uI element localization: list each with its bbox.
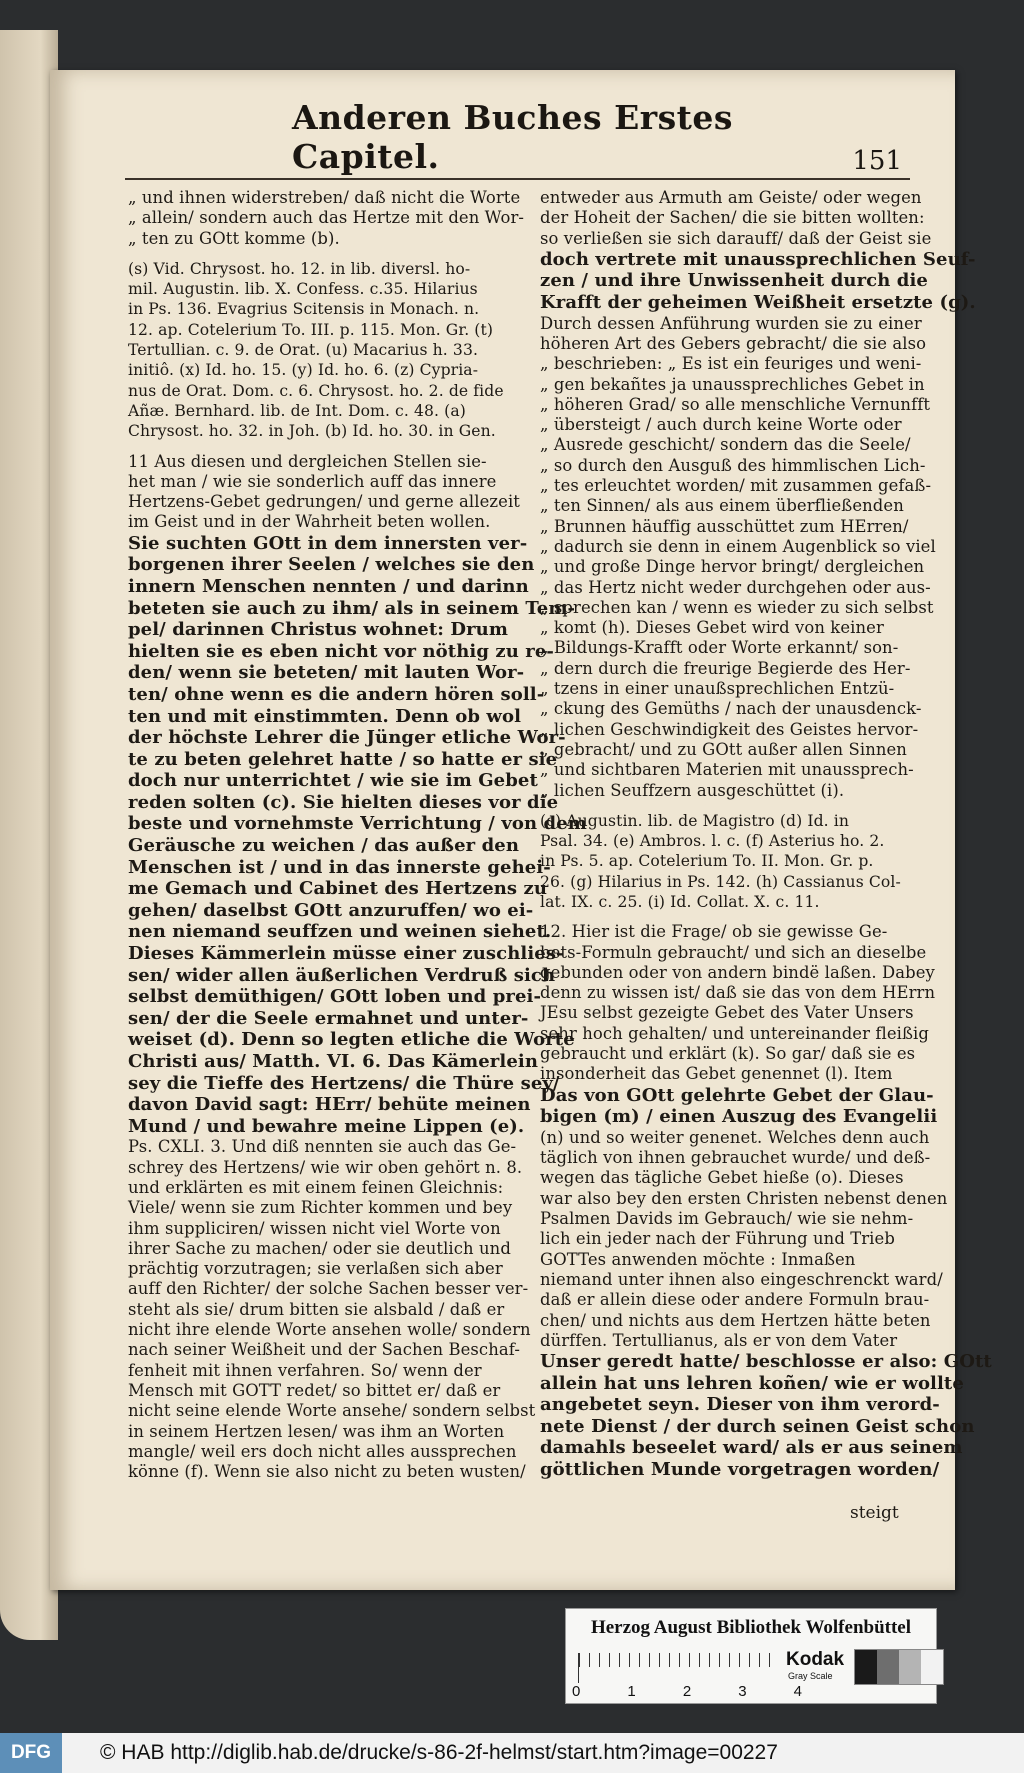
text-line: hielten sie es eben nicht vor nöthig zu re- (128, 640, 554, 662)
text-line: Christi aus/ Matth. VI. 6. Das Kämerlein (128, 1051, 539, 1072)
text-line: gehen/ daselbst GOtt anzuruffen/ wo ei- (128, 899, 534, 921)
text-line: Chrysost. ho. 32. in Joh. (b) Id. ho. 30. in Gen. (128, 422, 496, 441)
kodak-logo: Kodak (786, 1649, 845, 1670)
ruler-number: 0 (572, 1683, 581, 1700)
gray-swatch (921, 1650, 943, 1684)
text-line: „ so durch den Ausguß des himmlischen Lich- (540, 455, 926, 475)
text-line: damahls beseelet ward/ als er aus seinem (540, 1437, 963, 1459)
text-line: „ tes erleuchtet worden/ mit zusammen gefaß- (540, 476, 932, 496)
text-line: „ dadurch sie denn in einem Augenblick so viel (540, 536, 936, 556)
text-line: „ ten Sinnen/ als aus einem überfließenden (540, 496, 904, 516)
text-line: (c) Augustin. lib. de Magistro (d) Id. in (540, 811, 850, 830)
text-line: (n) und so weiter genenet. Welches denn auch (540, 1127, 930, 1147)
library-color-label (565, 1608, 937, 1704)
text-line: Krafft der geheimen Weißheit ersetzte (g). (540, 292, 976, 314)
text-line: sen/ wider allen äußerlichen Verdruß sich (128, 964, 556, 986)
text-line: nach seiner Weißheit und der Sachen Beschaf- (128, 1340, 520, 1360)
text-line: Unser geredt hatte/ beschlosse er also: GOtt (540, 1351, 992, 1373)
ruler-number: 3 (738, 1683, 747, 1700)
text-line: bigen (m) / einen Auszug des Evangelii (540, 1106, 938, 1128)
text-line: gebraucht und erklärt (k). So gar/ daß sie es (540, 1044, 916, 1064)
text-line: täglich von ihnen gebrauchet wurde/ und deß- (540, 1148, 931, 1168)
text-line: in Ps. 5. ap. Cotelerium To. II. Mon. Gr. p. (540, 852, 874, 871)
text-line: Ps. CXLI. 3. Und diß nennten sie auch das Ge- (128, 1137, 517, 1157)
text-line: denn zu wissen ist/ daß sie das von dem HErrn (540, 983, 936, 1003)
catchword: steigt (850, 1503, 899, 1523)
text-line: „ und sichtbaren Materien mit unaussprech- (540, 760, 914, 780)
text-line: „ das Hertz nicht weder durchgehen oder aus- (540, 577, 931, 597)
text-line: 12. Hier ist die Frage/ ob sie gewisse Ge- (540, 922, 888, 942)
text-line: ihrer Sache zu machen/ oder sie deutlich und (128, 1238, 511, 1258)
text-line: weiset (d). Denn so legten etliche die Worte (128, 1029, 575, 1051)
right-text-column (540, 188, 992, 1481)
text-line: höheren Art des Gebers gebracht/ die sie also (540, 333, 927, 353)
text-line: „ übersteigt / auch durch keine Worte oder (540, 415, 902, 435)
source-credit[interactable]: © HAB http://diglib.hab.de/drucke/s-86-2f-helmst/start.htm?image=00227 (100, 1741, 778, 1764)
text-line: ihm suppliciren/ wissen nicht viel Worte von (128, 1218, 501, 1238)
text-line: „ tzens in einer unaußsprechlichen Entzü- (540, 679, 895, 699)
text-line: 11 Aus diesen und dergleichen Stellen sie- (128, 451, 487, 471)
text-line: „ und ihnen widerstreben/ daß nicht die Worte (128, 188, 521, 207)
library-name: Herzog August Bibliothek Wolfenbüttel (590, 1617, 912, 1638)
text-line: der höchste Lehrer die Jünger etliche Wor- (128, 727, 566, 749)
text-line: wegen das tägliche Gebet hieße (o). Dieses (540, 1168, 904, 1188)
text-line: insonderheit das Gebet genennet (l). Item (540, 1064, 893, 1084)
text-line: steht als sie/ drum bitten sie alsbald / daß er (128, 1299, 505, 1319)
text-line: Hertzens-Gebet gedrungen/ und gerne allezeit (128, 492, 520, 512)
header-rule (125, 178, 910, 180)
footer-bar (0, 1733, 1024, 1773)
text-line: ten und mit einstimmten. Denn ob wol (128, 705, 522, 727)
text-line: war also bey den ersten Christen nebenst denen (540, 1188, 948, 1208)
text-line: Añæ. Bernhard. lib. de Int. Dom. c. 48. (a) (128, 401, 466, 420)
text-line: beste und vornehmste Verrichtung / von dem (128, 813, 587, 835)
text-line: dürffen. Tertullianus, als er von dem Vater (540, 1330, 898, 1350)
text-line: göttlichen Munde vorgetragen worden/ (540, 1459, 940, 1481)
text-line: in seinem Hertzen lesen/ was ihm an Worten (128, 1421, 505, 1441)
gray-swatch (877, 1650, 899, 1684)
gray-scale-caption: Gray Scale (788, 1671, 833, 1681)
text-line: Mensch mit GOTT redet/ so bittet er/ daß er (128, 1380, 501, 1400)
text-line: „ Brunnen häuffig ausschüttet zum HErren/ (540, 516, 909, 536)
text-line: entweder aus Armuth am Geiste/ oder wegen (540, 188, 922, 207)
text-line: „ gebracht/ und zu GOtt außer allen Sinnen (540, 739, 907, 759)
text-line: (s) Vid. Chrysost. ho. 12. in lib. diversl. ho- (128, 259, 471, 278)
page-number: 151 (852, 146, 902, 176)
text-line: angebetet seyn. Dieser von ihm verord- (540, 1394, 940, 1416)
chapter-title: Anderen Buches Erstes Capitel. (292, 98, 733, 176)
text-line: Viele/ wenn sie zum Richter kommen und bey (128, 1198, 513, 1218)
text-line: nicht ihre elende Worte ansehen wolle/ sondern (128, 1320, 531, 1340)
text-line: „ höheren Grad/ so alle menschliche Vernunfft (540, 394, 931, 414)
text-line: „ beschrieben: „ Es ist ein feuriges und weni- (540, 354, 922, 374)
text-line: „ ten zu GOtt komme (b). (128, 228, 340, 248)
ruler-number: 1 (627, 1683, 636, 1700)
text-line: gebunden oder von andern bindë laßen. Dabey (540, 962, 935, 982)
text-line: Menschen ist / und in das innerste gehei- (128, 856, 551, 878)
text-line: nen niemand seuffzen und weinen siehet. (128, 921, 552, 943)
text-line: chen/ und nichts aus dem Hertzen hätte beten (540, 1310, 931, 1330)
text-line: Mund / und bewahre meine Lippen (e). (128, 1115, 525, 1137)
gray-swatches (854, 1649, 944, 1685)
text-line: Psalmen Davids im Gebrauch/ wie sie nehm- (540, 1209, 914, 1229)
text-line: JEsu selbst gezeigte Gebet des Vater Unsers (540, 1003, 914, 1023)
text-line: doch nur unterrichtet / wie sie im Gebet (128, 770, 538, 792)
text-line: beteten sie auch zu ihm/ als in seinem Tem- (128, 597, 576, 619)
text-line: „ sprechen kan / wenn es wieder zu sich selbst (540, 597, 934, 617)
text-line: im Geist und in der Wahrheit beten wollen. (128, 512, 491, 532)
text-line: davon David sagt: HErr/ behüte meinen (128, 1094, 531, 1116)
text-line: mangle/ weil ers doch nicht alles aussprechen (128, 1441, 517, 1461)
text-line: sehr hoch gehalten/ und untereinander fleißig (540, 1023, 929, 1043)
text-line: zen / und ihre Unwissenheit durch die (540, 270, 928, 292)
ruler-number: 2 (682, 1683, 692, 1700)
text-line: „ ckung des Gemüths / nach der unausdenck- (540, 699, 922, 719)
text-line: und erklärten es mit einem feinen Gleichnis: (128, 1177, 504, 1197)
text-line: prächtig vorzutragen; sie verlaßen sich aber (128, 1259, 503, 1279)
text-line: in Ps. 136. Evagrius Scitensis in Monach. n. (128, 300, 480, 319)
gray-swatch (855, 1650, 877, 1684)
text-line: „ Bildungs-Krafft oder Worte erkannt/ son- (540, 638, 899, 658)
text-line: den/ wenn sie beteten/ mit lauten Wor- (128, 662, 525, 684)
text-line: het man / wie sie sonderlich auff das innere (128, 471, 497, 491)
text-line: „ gen bekañtes ja unaussprechliches Gebet in (540, 374, 925, 394)
text-line: „ und große Dinge hervor bringt/ dergleichen (540, 557, 925, 577)
text-line: pel/ darinnen Christus wohnet: Drum (128, 619, 509, 641)
text-line: te zu beten gelehret hatte / so hatte er sie (128, 748, 558, 770)
text-line: Das von GOtt gelehrte Gebet der Glau- (540, 1084, 934, 1106)
text-line: doch vertrete mit unaussprechlichen Seuf- (540, 248, 976, 270)
text-line: daß er allein diese oder andere Formuln brau- (540, 1290, 930, 1310)
text-line: reden solten (c). Sie hielten dieses vor die (128, 791, 559, 813)
text-line: „ komt (h). Dieses Gebet wird von keiner (540, 618, 884, 638)
text-line: schrey des Hertzens/ wie wir oben gehört n. 8. (128, 1157, 523, 1177)
text-line: nus de Orat. Dom. c. 6. Chrysost. ho. 2. de fide (128, 381, 504, 400)
book-page (50, 70, 992, 1590)
text-line: mil. Augustin. lib. X. Confess. c.35. Hilarius (128, 280, 478, 299)
text-line: me Gemach und Cabinet des Hertzens zu (128, 878, 548, 900)
text-line: nicht seine elende Worte ansehe/ sondern selbst (128, 1401, 536, 1421)
text-line: Dieses Kämmerlein müsse einer zuschlies- (128, 943, 564, 965)
text-line: Psal. 34. (e) Ambros. l. c. (f) Asterius ho. 2. (540, 832, 885, 851)
text-line: „ Ausrede geschicht/ sondern das die Seele/ (540, 435, 911, 455)
text-line: innern Menschen nennten / und darinn (128, 575, 529, 597)
left-text-column (128, 188, 587, 1482)
text-line: „ lichen Geschwindigkeit des Geistes hervor- (540, 719, 919, 739)
text-line: so verließen sie sich darauff/ daß der Geist sie (540, 228, 932, 248)
text-line: der Hoheit der Sachen/ die sie bitten wollten: (540, 208, 925, 228)
text-line: 12. ap. Cotelerium To. III. p. 115. Mon. Gr. (t) (128, 320, 494, 339)
text-line: Tertullian. c. 9. de Orat. (u) Macarius h. 33. (128, 341, 479, 360)
text-line: ten/ ohne wenn es die andern hören soll- (128, 683, 545, 705)
text-line: könne (f). Wenn sie also nicht zu beten wusten/ (128, 1462, 526, 1482)
text-line: sey die Tieffe des Hertzens/ die Thüre sey/ (128, 1072, 560, 1094)
gray-swatch (899, 1650, 921, 1684)
running-head (292, 98, 912, 176)
text-line: borgenen ihrer Seelen / welches sie den (128, 554, 535, 576)
text-line: allein hat uns lehren koñen/ wie er wollte (540, 1372, 964, 1394)
text-line: selbst demüthigen/ GOtt loben und prei- (128, 986, 542, 1008)
text-line: sen/ der die Seele ermahnet und unter- (128, 1007, 529, 1029)
dfg-logo: DFG (0, 1733, 62, 1773)
ruler-scale (578, 1653, 778, 1683)
text-line: „ dern durch die freurige Begierde des Her- (540, 658, 911, 678)
ruler-number: 4 (793, 1683, 802, 1700)
text-line: auff den Richter/ der solche Sachen besser ver- (128, 1279, 529, 1299)
ruler-numbers (572, 1683, 802, 1700)
text-line: 26. (g) Hilarius in Ps. 142. (h) Cassianus Col- (540, 872, 901, 891)
text-line: bets-Formuln gebraucht/ und sich an dieselbe (540, 942, 927, 962)
text-line: Durch dessen Anführung wurden sie zu einer (540, 313, 922, 333)
text-line: fenheit mit ihnen verfahren. So/ wenn der (128, 1360, 482, 1380)
text-line: lich ein jeder nach der Führung und Trieb (540, 1229, 895, 1249)
text-line: Geräusche zu weichen / das außer den (128, 835, 520, 857)
text-line: „ allein/ sondern auch das Hertze mit den Wor- (128, 208, 525, 228)
text-line: nete Dienst / der durch seinen Geist schon (540, 1415, 975, 1437)
text-line: initiô. (x) Id. ho. 15. (y) Id. ho. 6. (z) Cypria- (128, 361, 479, 380)
text-line: Sie suchten GOtt in dem innersten ver- (128, 532, 528, 554)
text-line: lat. IX. c. 25. (i) Id. Collat. X. c. 11. (540, 892, 820, 911)
text-line: „ lichen Seuffzern ausgeschüttet (i). (540, 780, 845, 800)
text-line: GOTTes anwenden möchte : Inmaßen (540, 1249, 856, 1269)
text-line: niemand unter ihnen also eingeschrenckt ward/ (540, 1269, 943, 1289)
